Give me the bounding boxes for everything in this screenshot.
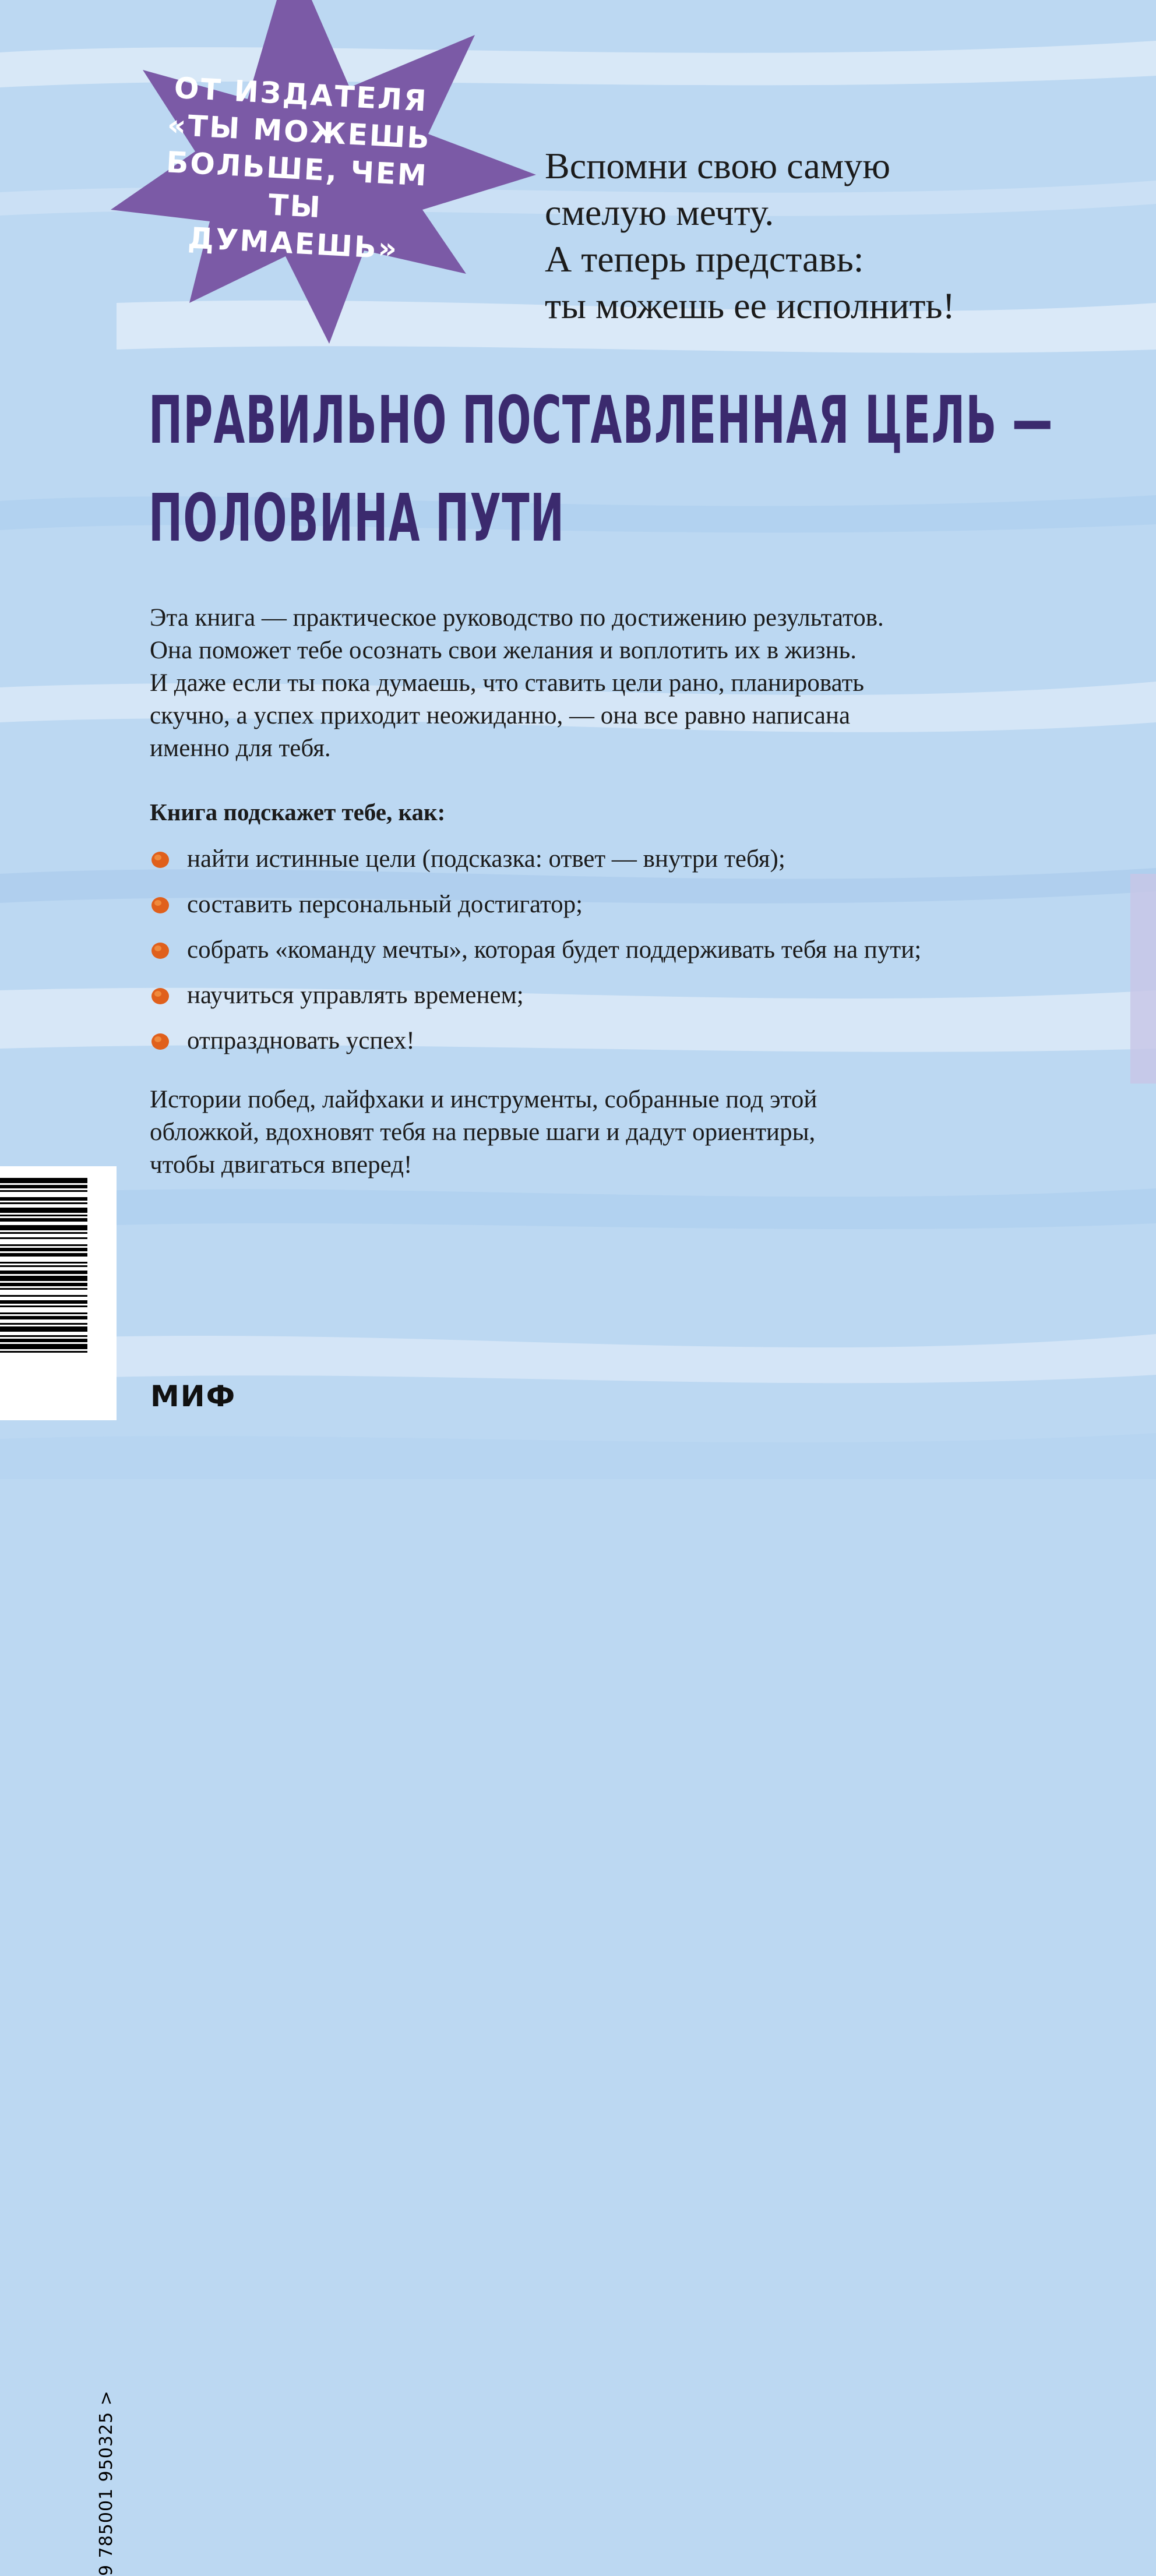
barcode-bar — [0, 1237, 87, 1239]
list-item-text: научиться управлять временем; — [187, 982, 524, 1009]
barcode-bar — [0, 1295, 87, 1297]
description-line: Она поможет тебе осознать свои желания и воплотить их в жизнь. — [150, 637, 857, 664]
orange-paint-dot-icon — [150, 895, 171, 915]
list-item-text: составить персональный достигатор; — [187, 891, 583, 918]
barcode-bar — [0, 1197, 87, 1201]
description-line: именно для тебя. — [150, 735, 331, 762]
barcode-bar — [0, 1276, 87, 1281]
headline — [149, 372, 1053, 567]
barcode-bar — [0, 1215, 87, 1216]
barcode-bar — [0, 1300, 87, 1304]
list-item-text: найти истинные цели (подсказка: ответ — внутри тебя); — [187, 845, 785, 873]
list-item — [150, 979, 1105, 1025]
barcode-bar — [0, 1312, 87, 1314]
barcode-bars — [0, 1166, 117, 1420]
intro-line: смелую мечту. — [545, 192, 774, 233]
intro-line: Вспомни свою самую — [545, 145, 891, 186]
barcode-bar — [0, 1305, 87, 1307]
list-title: Книга подскажет тебе, как: — [150, 799, 446, 825]
closing-line: чтобы двигаться вперед! — [150, 1151, 413, 1178]
description-line: И даже если ты пока думаешь, что ставить цели рано, планировать — [150, 669, 865, 697]
star-badge-text — [147, 68, 447, 270]
barcode-bar — [0, 1339, 87, 1342]
orange-paint-dot-icon — [150, 850, 171, 870]
star-badge-line: «ТЫ МОЖЕШЬ — [166, 108, 432, 156]
star-badge-line: ДУМАЕШЬ» — [187, 221, 400, 266]
closing-paragraph — [150, 1084, 1070, 1181]
barcode — [0, 1166, 117, 2576]
list-item — [150, 934, 1105, 979]
barcode-bar — [0, 1335, 87, 1337]
barcode-bar — [0, 1253, 87, 1257]
barcode-bar — [0, 1351, 87, 1353]
barcode-bar — [0, 1344, 87, 1349]
list-item — [150, 1025, 1105, 1070]
star-badge-line: ОТ ИЗДАТЕЛЯ — [173, 70, 429, 118]
barcode-bar — [0, 1265, 87, 1267]
barcode-bar — [0, 1316, 87, 1319]
headline-line: ПОЛОВИНА ПУТИ — [149, 481, 565, 556]
publisher-logo: МИФ — [150, 1379, 237, 1413]
barcode-bar — [0, 1288, 87, 1290]
closing-line: Истории побед, лайфхаки и инструменты, собранные под этой — [150, 1086, 817, 1113]
list-item-text: отпраздновать успех! — [187, 1027, 415, 1054]
list-item — [150, 888, 1105, 934]
isbn-number: 9 785001 950325 > — [96, 2390, 117, 2576]
barcode-bar — [0, 1178, 87, 1183]
description-line: Эта книга — практическое руководство по достижению результатов. — [150, 604, 884, 631]
barcode-bar — [0, 1248, 87, 1251]
list-item-text: собрать «команду мечты», которая будет поддерживать тебя на пути; — [187, 936, 922, 964]
barcode-bar — [0, 1244, 87, 1246]
barcode-bar — [0, 1190, 87, 1192]
barcode-bar — [0, 1271, 87, 1274]
barcode-bar — [0, 1262, 87, 1264]
orange-paint-dot-icon — [150, 1032, 171, 1051]
orange-paint-dot-icon — [150, 986, 171, 1006]
description-paragraph — [150, 602, 1070, 765]
star-badge-line: БОЛЬШЕ, ЧЕМ ТЫ — [165, 145, 429, 225]
intro-text — [545, 143, 1127, 329]
barcode-bar — [0, 1326, 87, 1332]
barcode-bar — [0, 1323, 87, 1325]
barcode-bar — [0, 1185, 87, 1188]
barcode-bar — [0, 1283, 87, 1286]
barcode-bar — [0, 1202, 87, 1204]
barcode-bar — [0, 1232, 87, 1234]
barcode-bar — [0, 1225, 87, 1230]
closing-line: обложкой, вдохновят тебя на первые шаги и дадут ориентиры, — [150, 1118, 816, 1146]
benefits-list — [150, 843, 1105, 1070]
list-item — [150, 843, 1105, 888]
intro-line: А теперь представь: — [545, 238, 864, 280]
barcode-bar — [0, 1208, 87, 1213]
barcode-bar — [0, 1218, 87, 1222]
orange-paint-dot-icon — [150, 941, 171, 961]
headline-line: ПРАВИЛЬНО ПОСТАВЛЕННАЯ ЦЕЛЬ — — [149, 383, 1053, 458]
description-line: скучно, а успех приходит неожиданно, — она все равно написана — [150, 702, 851, 729]
intro-line: ты можешь ее исполнить! — [545, 285, 955, 326]
